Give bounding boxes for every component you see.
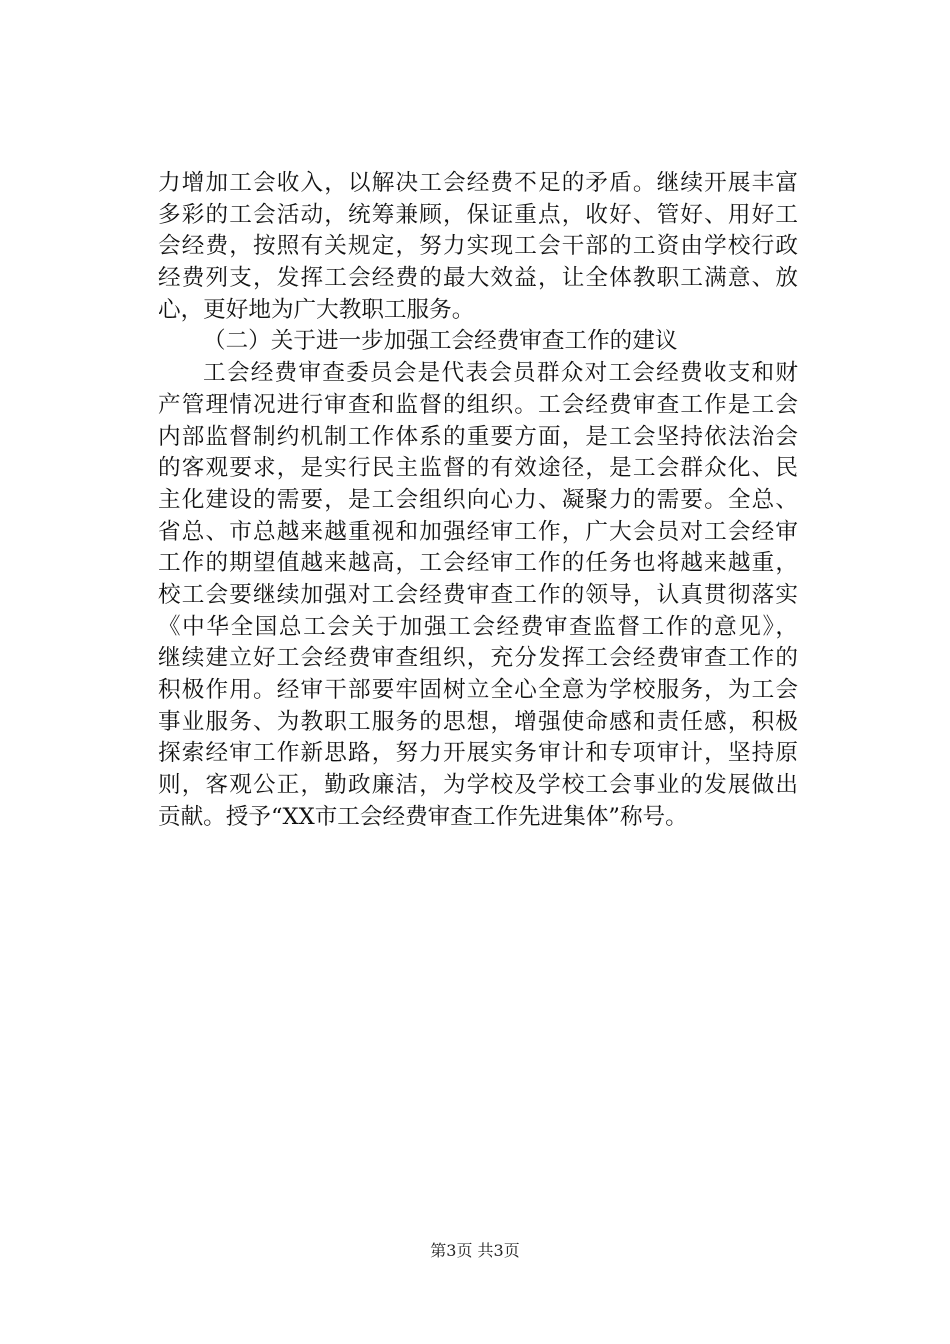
text-line: 校工会要继续加强对工会经费审查工作的领导，认真贯彻落实 xyxy=(158,581,798,608)
document-body xyxy=(158,168,798,833)
text-line: 继续建立好工会经费审查组织，充分发挥工会经费审查工作的 xyxy=(158,645,798,672)
text-line: 贡献。授予“XX市工会经费审查工作先进集体”称号。 xyxy=(158,803,688,830)
text-line: 探索经审工作新思路，努力开展实务审计和专项审计，坚持原 xyxy=(158,740,798,767)
text-line: 则，客观公正，勤政廉洁，为学校及学校工会事业的发展做出 xyxy=(158,772,798,799)
text-line: （二）关于进一步加强工会经费审查工作的建议 xyxy=(203,328,678,355)
text-line: 心，更好地为广大教职工服务。 xyxy=(158,296,475,323)
text-line: 积极作用。经审干部要牢固树立全心全意为学校服务，为工会 xyxy=(158,677,798,703)
text-line: 主化建设的需要，是工会组织向心力、凝聚力的需要。全总、 xyxy=(158,486,798,513)
text-line: 工会经费审查委员会是代表会员群众对工会经费收支和财 xyxy=(203,360,798,387)
text-line: 内部监督制约机制工作体系的重要方面，是工会坚持依法治会 xyxy=(158,423,798,450)
page-footer: 第3页 共3页 xyxy=(430,1241,520,1260)
text-line: 力增加工会收入，以解决工会经费不足的矛盾。继续开展丰富 xyxy=(158,170,798,196)
text-line: 的客观要求，是实行民主监督的有效途径，是工会群众化、民 xyxy=(158,455,798,482)
text-line: 工作的期望值越来越高，工会经审工作的任务也将越来越重， xyxy=(158,550,798,577)
text-line: 产管理情况进行审查和监督的组织。工会经费审查工作是工会 xyxy=(158,391,798,418)
text-line: 省总、市总越来越重视和加强经审工作，广大会员对工会经审 xyxy=(158,518,798,545)
text-line: 多彩的工会活动，统筹兼顾，保证重点，收好、管好、用好工 xyxy=(158,201,798,228)
text-line: 会经费，按照有关规定，努力实现工会干部的工资由学校行政 xyxy=(158,233,798,260)
text-line: 事业服务、为教职工服务的思想，增强使命感和责任感，积极 xyxy=(158,708,798,735)
text-line: 经费列支，发挥工会经费的最大效益，让全体教职工满意、放 xyxy=(158,265,798,292)
text-line: 《中华全国总工会关于加强工会经费审查监督工作的意见》， xyxy=(158,613,798,640)
